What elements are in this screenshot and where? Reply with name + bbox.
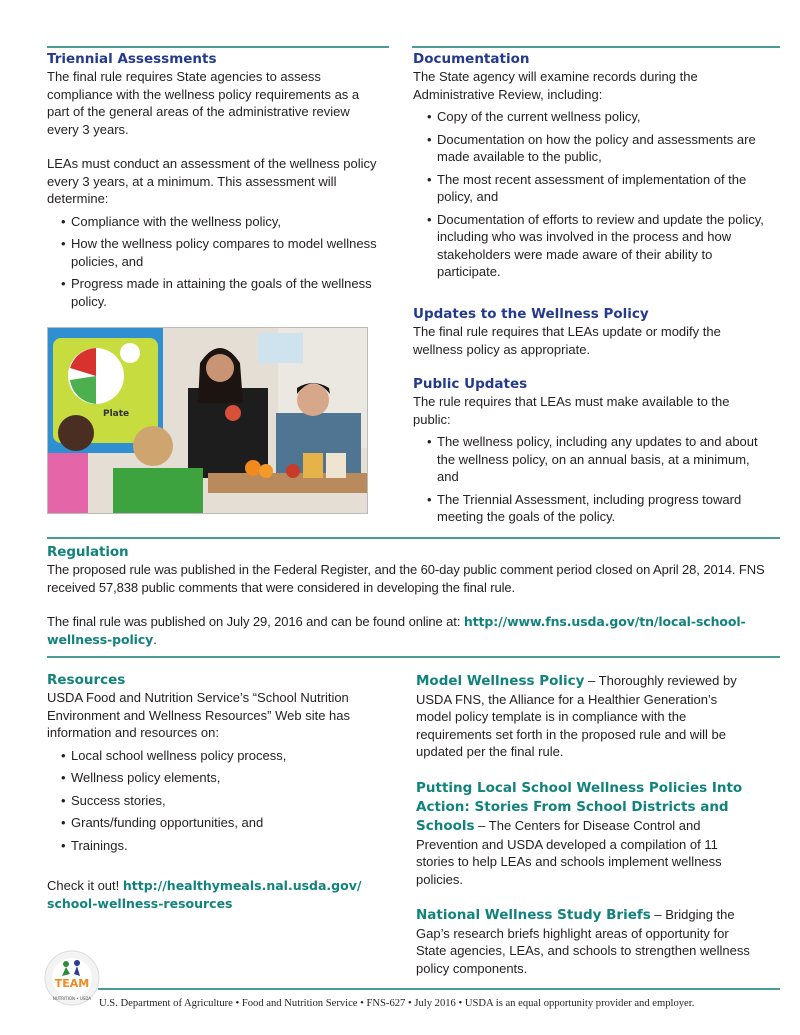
regulation-top-rule [47, 537, 780, 539]
triennial-bullets [47, 213, 377, 311]
updates-body: The final rule requires that LEAs update or modify the wellness policy as appropriate. [413, 324, 721, 357]
right-resources [416, 672, 756, 977]
resources-section [47, 672, 377, 912]
triennial-para-1: The final rule requires State agencies to assess compliance with the wellness policy requirements as a part of the general areas of the administrative review every 3 years. [47, 69, 360, 137]
list-item: • How the wellness policy compares to model wellness policies, and [47, 235, 377, 270]
footer-text: U.S. Department of Agriculture • Food and Nutrition Service • FNS-627 • July 2016 • USDA is an equal opportunity provider and employer. [99, 998, 695, 1009]
regulation-section [47, 544, 767, 648]
triennial-section [47, 51, 377, 315]
list-item: • Documentation on how the policy and assessments are made available to the public, [413, 131, 768, 166]
resources-bullets [47, 747, 377, 855]
regulation-para-1: The proposed rule was published in the Federal Register, and the 60-day public comment period closed on April 28, 2014. FNS received 57,838 public comments that were considered in developing the final rule. [47, 562, 765, 595]
footer-rule [98, 988, 780, 990]
separator: – [474, 817, 489, 833]
svg-text:NUTRITION • USDA: NUTRITION • USDA [52, 996, 92, 1001]
regulation-para-2-text: The final rule was published on July 29, 2016 and can be found online at: [47, 614, 464, 629]
svg-text:Plate: Plate [103, 409, 130, 419]
documentation-bullets [413, 108, 768, 281]
list-item: • Trainings. [47, 837, 377, 855]
public-updates-bullets [413, 433, 768, 526]
svg-text:TEAM: TEAM [54, 977, 90, 990]
team-nutrition-logo-icon [44, 950, 100, 1006]
regulation-para-2-suffix: . [153, 631, 157, 647]
top-rule-left [47, 46, 389, 48]
list-item: • Wellness policy elements, [47, 769, 377, 787]
public-updates-section [413, 376, 768, 531]
resources-heading: Resources [47, 672, 126, 688]
model-wellness-policy-link[interactable]: Model Wellness Policy [416, 673, 585, 689]
list-item: • Documentation of efforts to review and update the policy, including who was involved in the process and how stakeholders were made aware of their ability to participate. [413, 211, 768, 281]
list-item: • Grants/funding opportunities, and [47, 814, 377, 832]
putting-policies-into-action-link[interactable]: Putting Local School Wellness Policies Into Action: Stories From School Districts and Schools [416, 779, 743, 834]
list-item: • Compliance with the wellness policy, [47, 213, 377, 231]
list-item: • The Triennial Assessment, including progress toward meeting the goals of the policy. [413, 491, 768, 526]
separator: – [584, 673, 599, 688]
regulation-para-2 [47, 613, 767, 648]
team-nutrition-logo [44, 950, 100, 1006]
resources-intro: USDA Food and Nutrition Service’s “School Nutrition Environment and Wellness Resources” Web site has information and resources on: [47, 690, 350, 740]
top-rule-right [412, 46, 780, 48]
regulation-heading: Regulation [47, 544, 129, 560]
national-wellness-briefs-link[interactable]: National Wellness Study Briefs [416, 907, 651, 923]
updates-section [413, 306, 768, 358]
check-it-out [47, 877, 367, 912]
list-item: • The wellness policy, including any updates to and about the wellness policy, on an annual basis, at a minimum, and [413, 433, 768, 486]
list-item: • Progress made in attaining the goals of the wellness policy. [47, 275, 377, 310]
healthymeals-link[interactable]: http://healthymeals.nal.usda.gov/school-wellness-resources [47, 878, 362, 911]
list-item: • Copy of the current wellness policy, [413, 108, 768, 126]
list-item: • Success stories, [47, 792, 377, 810]
model-wellness-policy-body: Thoroughly reviewed by USDA FNS, the Alliance for a Healthier Generation’s model policy template is in compliance with the requirements set forth in the proposed rule and will be updated per the final rule. [416, 673, 737, 759]
public-updates-heading: Public Updates [413, 376, 528, 392]
national-wellness-briefs-item [416, 906, 756, 977]
triennial-heading: Triennial Assessments [47, 51, 217, 67]
public-updates-intro: The rule requires that LEAs must make available to the public: [413, 394, 730, 427]
regulation-bottom-rule [47, 656, 780, 658]
list-item: • The most recent assessment of implementation of the policy, and [413, 171, 768, 206]
fns-wellness-policy-link[interactable]: http://www.fns.usda.gov/tn/local-school-wellness-policy [47, 614, 746, 647]
documentation-section [413, 51, 768, 286]
triennial-para-2: LEAs must conduct an assessment of the wellness policy every 3 years, at a minimum. This assessment will determine: [47, 156, 377, 206]
putting-policies-into-action-item [416, 779, 756, 889]
putting-policies-body: The Centers for Disease Control and Prevention and USDA developed a compilation of 11 stories to help LEAs and schools implement wellness policies. [416, 817, 722, 887]
classroom-photo [47, 327, 368, 514]
separator: – [650, 907, 666, 922]
national-wellness-briefs-body: Bridging the Gap’s research briefs highlight areas of opportunity for State agencies, LEAs, and schools to strengthen wellness policy components. [416, 907, 750, 976]
documentation-heading: Documentation [413, 51, 530, 67]
list-item: • Local school wellness policy process, [47, 747, 377, 765]
documentation-intro: The State agency will examine records during the Administrative Review, including: [413, 69, 698, 102]
photo-illustration [48, 328, 368, 514]
updates-heading: Updates to the Wellness Policy [413, 306, 649, 322]
check-it-out-label: Check it out! [47, 878, 123, 893]
model-wellness-policy-item [416, 672, 756, 761]
